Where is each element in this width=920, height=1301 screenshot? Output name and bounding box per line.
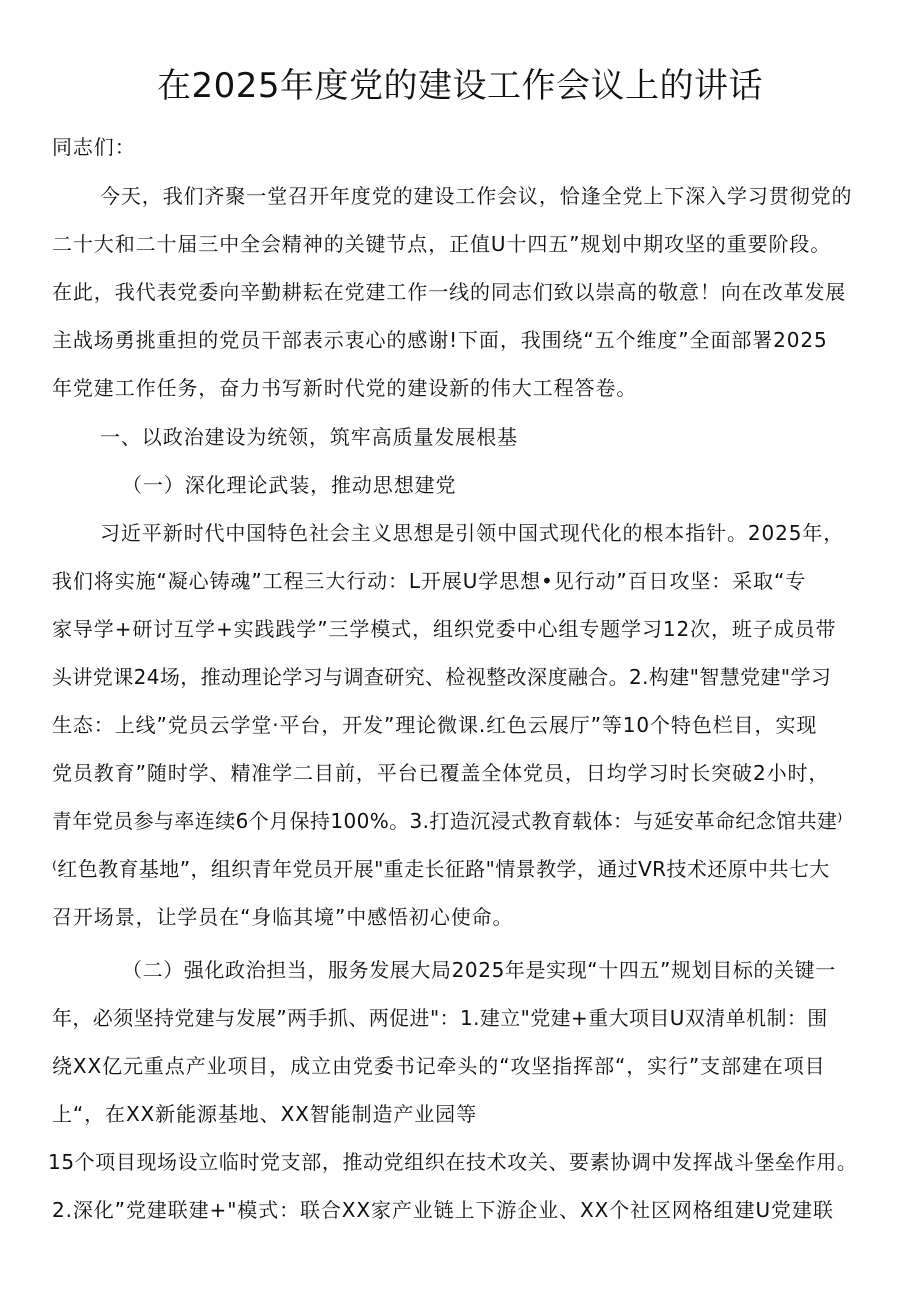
paragraph-line: 二十大和二十届三中全会精神的关键节点，正值U十四五”规划中期攻坚的重要阶段。 (52, 232, 832, 256)
document-title: 在2025年度党的建设工作会议上的讲话 (156, 66, 764, 106)
paragraph-line: 年党建工作任务，奋力书写新时代党的建设新的伟大工程答卷。 (52, 376, 638, 400)
paragraph-line: ⁽红色教育基地”，组织青年党员开展"重走长征路"情景教学，通过VR技术还原中共七大 (52, 857, 830, 881)
paragraph-line: 习近平新时代中国特色社会主义思想是引领中国式现代化的根本指针。2025年， (100, 521, 845, 545)
paragraph-line: 我们将实施“凝心铸魂”工程三大行动：L开展U学思想•见行动”百日攻坚：采取“专 (52, 569, 807, 593)
paragraph-line: 青年党员参与率连续6个月保持100%。3.打造沉浸式教育载体：与延安革命纪念馆共建⁾ (52, 809, 843, 833)
paragraph-line: 15个项目现场设立临时党支部，推动党组织在技术攻关、要素协调中发挥战斗堡垒作用。 (48, 1150, 858, 1174)
paragraph-line: 家导学+研讨互学+实践践学”三学模式，组织党委中心组专题学习12次，班子成员带 (52, 617, 837, 641)
paragraph-line: 生态：上线”党员云学堂·平台，开发”理论微课.红色云展厅”等10个特色栏目，实现 (52, 713, 818, 737)
paragraph-line: 上“，在XX新能源基地、XX智能制造产业园等 (52, 1102, 477, 1126)
paragraph-line: 在此，我代表党委向辛勤耕耘在党建工作一线的同志们致以崇高的敬意！向在改革发展 (52, 280, 847, 304)
paragraph-line: 绕XX亿元重点产业项目，成立由党委书记牵头的“攻坚指挥部“，实行”支部建在项目 (52, 1054, 826, 1078)
salutation-line: 同志们： (52, 135, 136, 159)
paragraph-line: 主战场勇挑重担的党员干部表示衷心的感谢!下面，我围绕“五个维度”全面部署2025 (52, 328, 828, 352)
subsection-heading: （二）强化政治担当，服务发展大局2025年是实现“十四五”规划目标的关键一 (122, 958, 836, 982)
paragraph-line: 召开场景，让学员在“身临其境”中感悟初心使命。 (52, 905, 514, 929)
paragraph-line: 头讲党课24场，推动理论学习与调查研究、检视整改深度融合。2.构建"智慧党建"学习 (52, 665, 832, 689)
subsection-heading: （一）深化理论武装，推动思想建党 (122, 473, 457, 497)
paragraph-line: 今天，我们齐聚一堂召开年度党的建设工作会议，恰逢全党上下深入学习贯彻党的 (100, 184, 853, 208)
paragraph-line: 2.深化”党建联建+"模式：联合XX家产业链上下游企业、XX个社区网格组建U党建联 (52, 1198, 834, 1222)
section-heading: 一、以政治建设为统领，筑牢高质量发展根基 (100, 425, 518, 449)
paragraph-line: 年，必须坚持党建与发展”两手抓、两促进"：1.建立"党建+重大项目U双清单机制：围 (52, 1006, 828, 1030)
paragraph-line: 党员教育”随时学、精准学二目前，平台已覆盖全体党员，日均学习时长突破2小时， (52, 761, 830, 785)
